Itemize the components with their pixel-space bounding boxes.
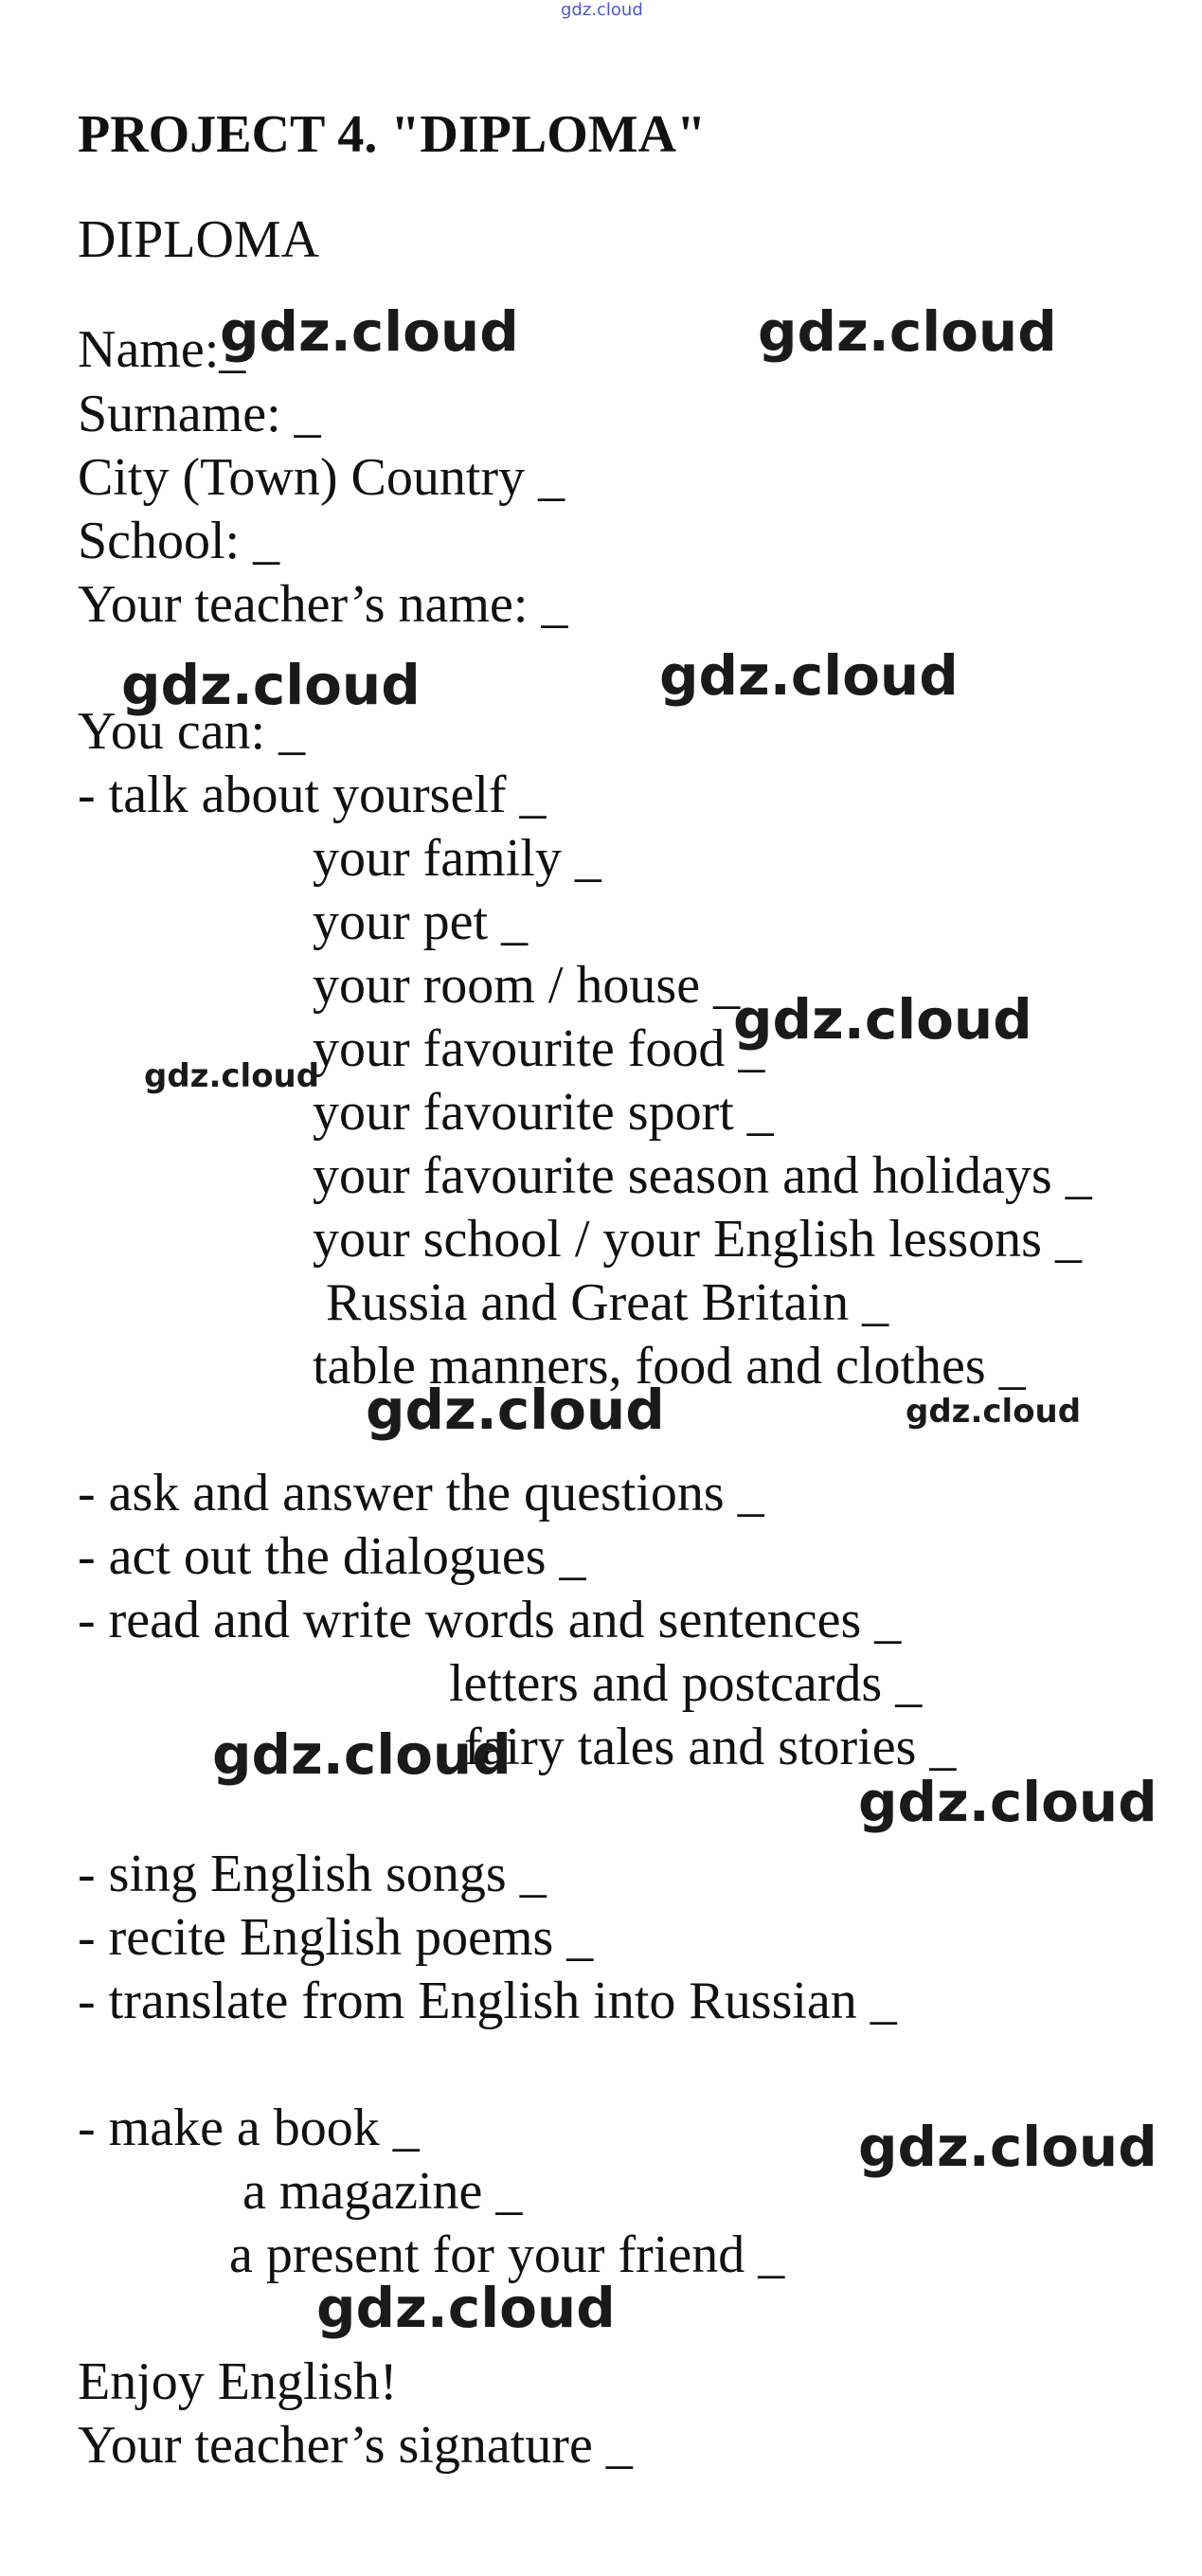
watermark: gdz.cloud	[733, 987, 1032, 1052]
talk-item: your room / house _	[313, 956, 741, 1015]
skill-magazine: a magazine _	[242, 2162, 523, 2221]
closing-signature: Your teacher’s signature _	[78, 2416, 633, 2475]
skill-letters: letters and postcards _	[449, 1654, 923, 1713]
closing-enjoy: Enjoy English!	[78, 2352, 398, 2411]
skill-recite: - recite English poems _	[78, 1908, 594, 1967]
talk-item: Russia and Great Britain _	[326, 1273, 889, 1332]
field-name: Name:_	[78, 320, 246, 379]
watermark: gdz.cloud	[906, 1393, 1082, 1431]
talk-item: your favourite sport _	[313, 1083, 774, 1142]
watermark: gdz.cloud	[659, 643, 959, 708]
field-city: City (Town) Country _	[78, 448, 565, 507]
watermark: gdz.cloud	[316, 2276, 616, 2340]
skill-ask: - ask and answer the questions _	[78, 1464, 764, 1522]
header-watermark: gdz.cloud	[561, 0, 643, 20]
skill-tales: fairy tales and stories _	[464, 1718, 957, 1776]
talk-item: your favourite food _	[313, 1019, 765, 1078]
talk-item: your favourite season and holidays _	[313, 1146, 1092, 1205]
watermark: gdz.cloud	[758, 299, 1057, 364]
skill-present: a present for your friend _	[229, 2225, 785, 2284]
watermark: gdz.cloud	[858, 1770, 1157, 1834]
field-school: School: _	[78, 512, 280, 570]
talk-item: table manners, food and clothes _	[313, 1337, 1026, 1396]
talk-item: your family _	[313, 829, 601, 888]
watermark: gdz.cloud	[212, 1722, 511, 1787]
skill-act: - act out the dialogues _	[78, 1527, 586, 1586]
skill-make: - make a book _	[78, 2099, 420, 2157]
talk-lead: - talk about yourself _	[78, 766, 547, 824]
talk-item: your school / your English lessons _	[313, 1210, 1082, 1269]
skill-read: - read and write words and sentences _	[78, 1591, 902, 1649]
field-teacher: Your teacher’s name: _	[78, 575, 568, 634]
talk-item: your pet _	[313, 892, 529, 951]
you-can-label: You can: _	[78, 702, 306, 761]
watermark: gdz.cloud	[858, 2115, 1157, 2179]
diploma-subtitle: DIPLOMA	[78, 210, 320, 269]
field-surname: Surname: _	[78, 385, 321, 443]
watermark: gdz.cloud	[121, 653, 421, 717]
watermark: gdz.cloud	[220, 299, 519, 364]
skill-sing: - sing English songs _	[78, 1845, 547, 1903]
watermark: gdz.cloud	[144, 1057, 320, 1095]
page-title: PROJECT 4. "DIPLOMA"	[78, 105, 707, 164]
watermark: gdz.cloud	[366, 1378, 665, 1442]
skill-translate: - translate from English into Russian _	[78, 1972, 897, 2030]
